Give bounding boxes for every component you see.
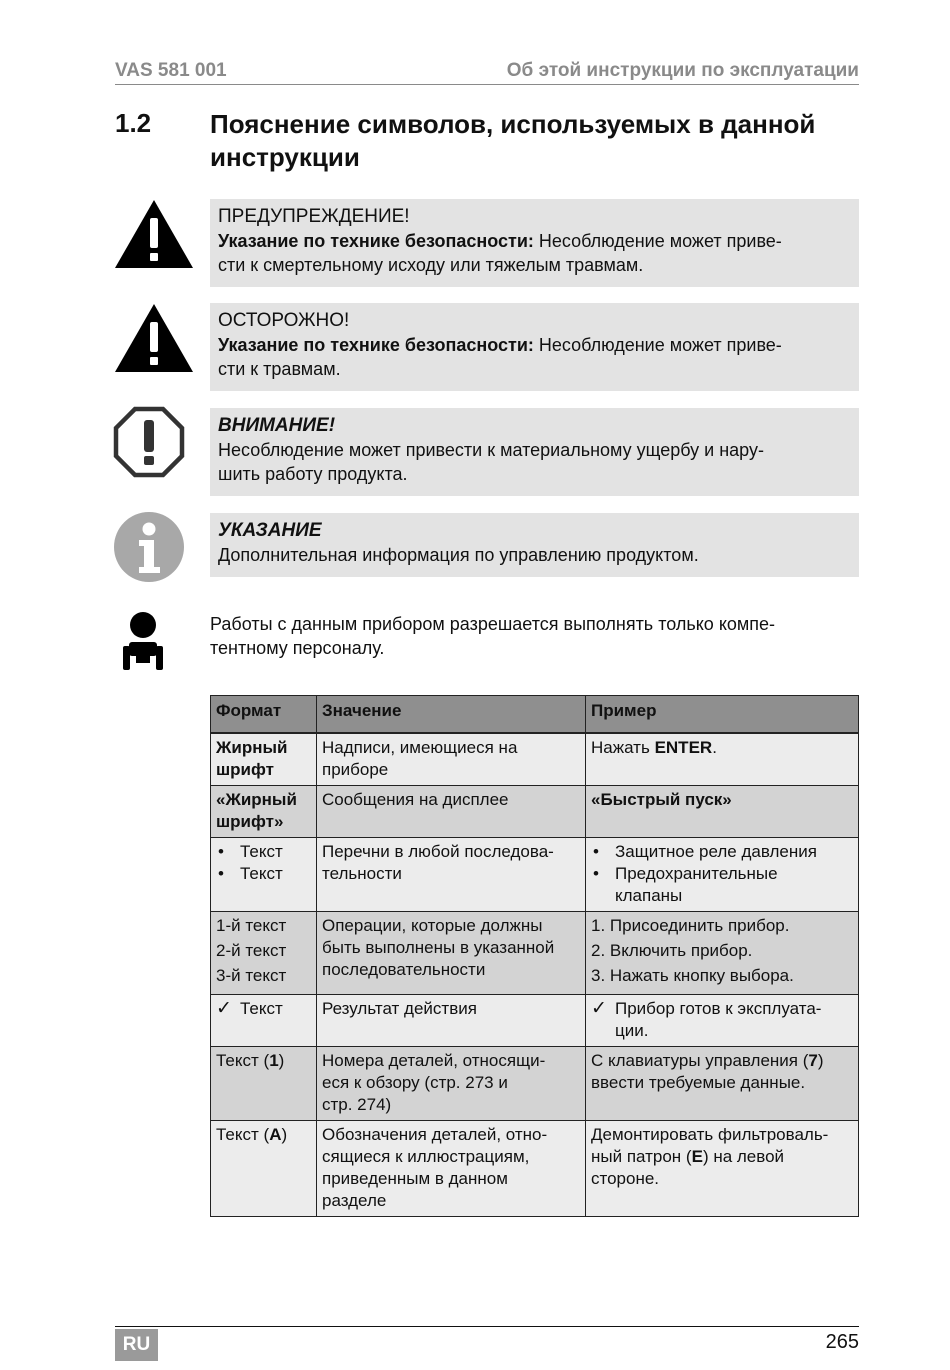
cell-example: 1. Присоединить прибор. 2. Включить прибор. 3. Нажать кнопку выбора. <box>586 912 859 995</box>
notice-note <box>210 513 859 577</box>
language-badge: RU <box>115 1329 158 1361</box>
table-row <box>211 786 859 838</box>
col-header-format: Формат <box>211 696 317 734</box>
attention-text: Несоблюдение может привести к материальному ущербу и нару- <box>218 440 764 460</box>
cell-format: • Текст • Текст <box>211 838 317 912</box>
warning-text-line2: сти к смертельному исходу или тяжелым травмам. <box>218 255 644 275</box>
cell-format: ✓ Текст <box>211 995 317 1047</box>
note-title: УКАЗАНИЕ <box>218 520 322 541</box>
header-chapter: Об этой инструкции по эксплуатации <box>506 60 859 81</box>
cell-format: Жирный шрифт <box>211 733 317 786</box>
col-header-meaning: Значение <box>317 696 586 734</box>
caution-text: Указание по технике безопасности: Несоблюдение может приве- <box>218 335 782 355</box>
footer-divider <box>115 1326 859 1327</box>
section-number: 1.2 <box>115 108 152 138</box>
warning-title: ПРЕДУПРЕЖДЕНИЕ! <box>218 206 410 227</box>
table-row <box>211 1121 859 1217</box>
cell-meaning: Надписи, имеющиеся на приборе <box>317 733 586 786</box>
table-row <box>211 838 859 912</box>
notice-warning <box>210 199 859 287</box>
cell-meaning: Номера деталей, относящи- еся к обзору (стр. 273 и стр. 274) <box>317 1047 586 1121</box>
table-row <box>211 733 859 786</box>
table-row <box>211 1047 859 1121</box>
notice-caution <box>210 303 859 391</box>
cell-meaning: Результат действия <box>317 995 586 1047</box>
cell-example: Нажать ENTER. <box>586 733 859 786</box>
cell-format: «Жирный шрифт» <box>211 786 317 838</box>
cell-example: • Защитное реле давления • Предохранительные клапаны <box>586 838 859 912</box>
qualified-staff-text <box>210 612 870 660</box>
cell-meaning: Операции, которые должны быть выполнены в указанной последовательности <box>317 912 586 995</box>
format-table <box>210 695 859 1217</box>
cell-format: 1-й текст 2-й текст 3-й текст <box>211 912 317 995</box>
page-header <box>115 60 859 85</box>
col-header-example: Пример <box>586 696 859 734</box>
attention-title: ВНИМАНИЕ! <box>218 415 336 436</box>
caution-triangle-icon <box>113 302 195 374</box>
cell-example: С клавиатуры управления (7) ввести требуемые данные. <box>586 1047 859 1121</box>
cell-example: «Быстрый пуск» <box>586 786 859 838</box>
qualified-line2: тентному персоналу. <box>210 638 385 658</box>
warning-text: Указание по технике безопасности: Несоблюдение может приве- <box>218 231 782 251</box>
cell-format: Текст (1) <box>211 1047 317 1121</box>
cell-format: Текст (A) <box>211 1121 317 1217</box>
cell-meaning: Сообщения на дисплее <box>317 786 586 838</box>
qualified-person-icon <box>121 612 165 672</box>
table-header-row <box>211 696 859 734</box>
attention-octagon-icon <box>113 406 185 478</box>
cell-meaning: Обозначения деталей, отно- сящиеся к иллюстрациям, приведенным в данном разделе <box>317 1121 586 1217</box>
cell-meaning: Перечни в любой последова- тельности <box>317 838 586 912</box>
cell-example: Демонтировать фильтроваль- ный патрон (E) на левой стороне. <box>586 1121 859 1217</box>
attention-text-line2: шить работу продукта. <box>218 464 408 484</box>
table-row <box>211 995 859 1047</box>
header-model: VAS 581 001 <box>115 60 227 81</box>
info-icon <box>113 511 185 583</box>
section-title: Пояснение символов, используемых в данной инструкции <box>210 109 816 172</box>
note-text: Дополнительная информация по управлению продуктом. <box>218 545 699 565</box>
cell-example: ✓ Прибор готов к эксплуата- ции. <box>586 995 859 1047</box>
table-row <box>211 912 859 995</box>
caution-title: ОСТОРОЖНО! <box>218 310 350 331</box>
warning-triangle-icon <box>113 198 195 270</box>
page-number: 265 <box>825 1331 859 1353</box>
caution-text-line2: сти к травмам. <box>218 359 341 379</box>
notice-attention <box>210 408 859 496</box>
qualified-line1: Работы с данным прибором разрешается выполнять только компе- <box>210 614 776 634</box>
